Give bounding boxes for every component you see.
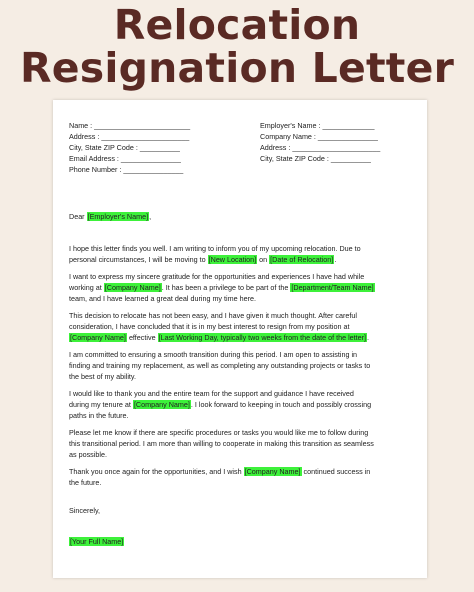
p4-line2: finding and training my replacement, as well as completing any outstanding projects or tasks to — [69, 361, 371, 370]
p4-line1: I am committed to ensuring a smooth transition during this period. I am open to assisting in — [69, 350, 358, 359]
p1-text: personal circumstances, I will be moving to — [69, 255, 206, 264]
p6-line2: this transitional period. I am more than willing to cooperate in making this transition as seamless — [69, 439, 374, 448]
p2-text-b: . It has been a privilege to be part of the — [161, 283, 289, 292]
p2-text: working at — [69, 283, 102, 292]
p2-line2 — [69, 282, 414, 293]
new-location-placeholder: [New Location] — [208, 255, 257, 264]
p4-line3: the best of my ability. — [69, 372, 136, 381]
sender-city-line: City, State ZIP Code : __________ — [69, 143, 180, 152]
p5-line3: paths in the future. — [69, 411, 129, 420]
paragraph-5 — [69, 388, 414, 421]
recipient-employer-line: Employer's Name : _____________ — [260, 121, 375, 130]
recipient-address-line: Address : ______________________ — [260, 143, 381, 152]
p7-line1 — [69, 466, 414, 477]
last-working-day-placeholder: [Last Working Day, typically two weeks from the date of the letter] — [158, 333, 367, 342]
p2-line3: team, and I have learned a great deal during my time here. — [69, 294, 256, 303]
employer-name-placeholder: [Employer's Name] — [87, 212, 149, 221]
signature-block — [69, 536, 414, 547]
paragraph-2 — [69, 271, 414, 304]
p7-text: Thank you once again for the opportunities, and I wish — [69, 467, 242, 476]
p6-line3: as possible. — [69, 450, 107, 459]
p7-line2: the future. — [69, 478, 102, 487]
letter-page — [53, 100, 427, 578]
sender-block — [69, 120, 190, 175]
company-name-placeholder: [Company Name] — [133, 400, 190, 409]
p3-line2: consideration, I have concluded that it is in my best interest to resign from my position at — [69, 322, 350, 331]
paragraph-7 — [69, 466, 414, 488]
company-name-placeholder: [Company Name] — [244, 467, 301, 476]
p1-line1: I hope this letter finds you well. I am writing to inform you of my upcoming relocation. Due to — [69, 244, 361, 253]
p5-text-b: . I look forward to keeping in touch and possibly crossing — [190, 400, 372, 409]
closing: Sincerely, — [69, 506, 101, 515]
title-line-1: Relocation — [113, 1, 361, 49]
p3-line1: This decision to relocate has not been easy, and I have given it much thought. After careful — [69, 311, 357, 320]
salutation: Dear [Employer's Name], — [69, 212, 152, 221]
p5-text: during my tenure at — [69, 400, 131, 409]
department-placeholder: [Department/Team Name] — [291, 283, 374, 292]
p6-line1: Please let me know if there are specific procedures or tasks you would like me to follow during — [69, 428, 369, 437]
p2-line1: I want to express my sincere gratitude for the opportunities and experiences I have had while — [69, 272, 365, 281]
p3-line3 — [69, 332, 414, 343]
recipient-city-line: City, State ZIP Code : __________ — [260, 154, 371, 163]
relocation-date-placeholder: [Date of Relocation] — [270, 255, 334, 264]
full-name-placeholder: [Your Full Name] — [70, 537, 124, 546]
sender-phone-line: Phone Number : _______________ — [69, 165, 184, 174]
sender-email-line: Email Address : _______________ — [69, 154, 181, 163]
p7-text-b: continued success in — [303, 467, 371, 476]
sender-name-line: Name : ________________________ — [69, 121, 191, 130]
paragraph-3 — [69, 310, 414, 343]
company-name-placeholder: [Company Name] — [70, 333, 126, 342]
salutation-text: Dear — [69, 212, 85, 221]
p3-period: . — [367, 333, 370, 342]
p5-line2 — [69, 399, 414, 410]
sender-address-line: Address : ______________________ — [69, 132, 190, 141]
p1-on: on — [259, 255, 268, 264]
paragraph-4 — [69, 349, 414, 382]
recipient-company-line: Company Name : _______________ — [260, 132, 378, 141]
paragraph-6 — [69, 427, 414, 460]
p3-effective: effective — [128, 333, 156, 342]
p5-line1: I would like to thank you and the entire team for the support and guidance I have received — [69, 389, 354, 398]
p1-line2 — [69, 254, 414, 265]
letter-body — [53, 100, 427, 578]
letter-paragraphs — [69, 243, 414, 494]
recipient-block — [260, 120, 380, 164]
company-name-placeholder: [Company Name] — [104, 283, 161, 292]
title-line-2: Resignation Letter — [19, 44, 455, 92]
p1-period: . — [334, 255, 337, 264]
paragraph-1 — [69, 243, 414, 265]
